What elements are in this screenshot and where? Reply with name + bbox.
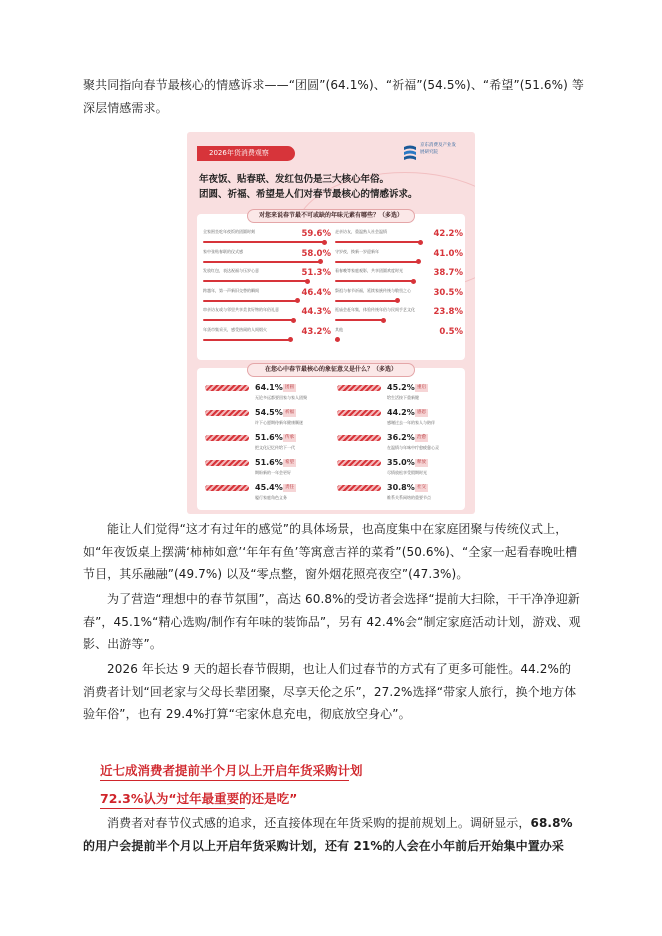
meaning-pill	[205, 485, 249, 491]
logo-mark-icon	[403, 144, 417, 162]
element-label: 走亲访友，重温熟人社会温情	[335, 229, 387, 234]
panel1-title: 对您来说春节最不可或缺的年味元素有哪些？（多选）	[247, 209, 415, 223]
element-label: 年货市集采买，感受热闹的人间烟火	[203, 326, 267, 332]
panel-year-elements	[197, 214, 465, 360]
panel2-right-column	[337, 384, 459, 509]
element-label: 全家围坐吃年夜饭的团圆时刻	[203, 229, 255, 234]
meaning-row	[205, 409, 327, 434]
headline-line-2: 团圆、祈福、希望是人们对春节最核心的情感诉求。	[199, 189, 418, 200]
meaning-pill	[205, 410, 249, 416]
element-row	[203, 267, 331, 287]
meaning-row	[205, 484, 327, 509]
element-row	[203, 228, 331, 248]
meaning-value: 36.2%	[387, 433, 415, 442]
intro-line-2: 深层情感需求。	[83, 100, 168, 115]
element-bar-dot	[395, 298, 400, 303]
section-heading-1: 近七成消费者提前半个月以上开启年货采购计划	[100, 763, 363, 778]
meaning-tag: 治愈	[417, 435, 426, 440]
meaning-value: 45.2%	[387, 383, 415, 392]
logo-text: 京东消费及产业发展研究院	[420, 143, 456, 155]
element-value: 38.7%	[433, 268, 463, 278]
element-value: 23.8%	[433, 307, 463, 317]
purchase-paragraph	[83, 812, 581, 857]
meaning-value: 44.2%	[387, 408, 415, 417]
element-bar-dot	[411, 279, 416, 284]
element-bar-dot	[291, 318, 296, 323]
element-bar-dot	[416, 259, 421, 264]
element-bar-dot	[381, 318, 386, 323]
meaning-pill	[337, 410, 381, 416]
meaning-tag: 祈福	[285, 410, 294, 415]
element-bar	[203, 280, 307, 282]
element-label: 发放红包，表达祝福与压岁心意	[203, 268, 259, 273]
intro-paragraph	[83, 74, 584, 119]
infographic-headline	[199, 172, 459, 202]
meaning-row	[337, 484, 459, 509]
meaning-row	[205, 434, 327, 459]
meaning-pill	[337, 435, 381, 441]
panel1-left-column	[203, 228, 331, 345]
element-bar-dot	[418, 240, 423, 245]
element-bar	[335, 261, 418, 263]
meaning-tag: 团圆	[285, 385, 294, 390]
meaning-value: 51.6%	[255, 433, 283, 442]
section-heading-2: 72.3%认为“过年最重要的还是吃”	[100, 791, 298, 806]
meaning-value: 64.1%	[255, 383, 283, 392]
element-bar	[203, 300, 297, 302]
meaning-tag: 重启	[417, 385, 426, 390]
meaning-pill	[205, 435, 249, 441]
heading-underline-1	[100, 780, 349, 781]
meaning-row	[337, 459, 459, 484]
element-bar	[335, 241, 421, 243]
meaning-desc: 无论多远都要回家与家人团聚	[255, 395, 307, 400]
element-row	[203, 306, 331, 326]
meaning-desc: 维系关系网络的重要节点	[387, 495, 431, 500]
meaning-desc: 感谢过去一年的家人与陪伴	[387, 420, 435, 425]
meaning-row	[205, 459, 327, 484]
element-row	[203, 248, 331, 268]
infographic-tag: 2026年货消费观察	[197, 146, 295, 161]
meaning-tag: 责任	[285, 485, 294, 490]
element-row	[335, 267, 463, 287]
meaning-pill	[205, 385, 249, 391]
purchase-text: 消费者对春节仪式感的追求，还直接体现在年货采购的提前规划上。调研显示，	[107, 816, 531, 830]
heading-underline-2	[100, 808, 245, 809]
element-row	[335, 326, 463, 346]
meaning-desc: 许下心愿期待新年健康顺遂	[255, 420, 303, 425]
element-label: 看春晚等家庭观影，共享团圆欢度时光	[335, 268, 403, 273]
element-bar	[203, 241, 324, 243]
element-value: 58.0%	[301, 248, 331, 259]
meaning-value: 54.5%	[255, 408, 283, 417]
element-bar	[335, 319, 383, 321]
meaning-value: 35.0%	[387, 458, 415, 467]
element-bar-dot	[305, 279, 310, 284]
element-value: 41.0%	[433, 248, 463, 259]
element-bar-dot	[295, 298, 300, 303]
headline-line-1: 年夜饭、贴春联、发红包仍是三大核心年俗。	[199, 174, 390, 185]
element-value: 59.6%	[301, 229, 331, 239]
element-row	[335, 306, 463, 326]
element-row	[335, 228, 463, 248]
panel-core-meaning	[197, 368, 465, 510]
element-row	[335, 287, 463, 307]
meaning-value: 30.8%	[387, 483, 415, 492]
meaning-tag: 传承	[285, 435, 294, 440]
meaning-tag: 感恩	[417, 410, 426, 415]
meaning-pill	[337, 485, 381, 491]
atmosphere-paragraph: 为了营造“理想中的春节氛围”，高达 60.8%的受访者会选择“提前大扫除，干干净净迎新春”，45.1%“精心选购/制作有年味的装饰品”，另有 42.4%会“制定家庭活动计划，游戏、观影、出游等”。	[83, 592, 581, 651]
meaning-tag: 释放	[417, 460, 426, 465]
jd-logo	[403, 142, 463, 166]
element-bar-dot	[322, 240, 327, 245]
meaning-pill	[337, 385, 381, 391]
meaning-pill	[337, 460, 381, 466]
element-label: 其他	[335, 326, 343, 332]
meaning-desc: 尽情放松享受假期时光	[387, 470, 427, 475]
panel1-right-column	[335, 228, 463, 345]
meaning-row	[205, 384, 327, 409]
element-bar	[203, 261, 321, 263]
meaning-row	[337, 384, 459, 409]
element-value: 44.3%	[301, 307, 331, 317]
meaning-tag: 希望	[285, 460, 294, 465]
meaning-desc: 在温情与年味中疗愈疲惫心灵	[387, 445, 439, 450]
scene-paragraph: 能让人们觉得“这才有过年的感觉”的具体场景，也高度集中在家庭团聚与传统仪式上，如“年夜饭桌上摆满‘柿柿如意’‘年年有鱼’等寓意吉祥的菜肴”(50.6%)、“全家一起看春晚吐槽节目，其乐融融”(49.7%) 以及“零点整，窗外烟花照亮夜空”(47.3%)。	[83, 522, 578, 581]
element-label: 守岁夜，换新一岁迎新年	[335, 248, 379, 254]
element-row	[203, 287, 331, 307]
element-bar-dot	[288, 337, 293, 342]
element-value: 46.4%	[301, 287, 331, 298]
element-value: 51.3%	[301, 268, 331, 278]
meaning-desc: 给生活按下重新键	[387, 395, 419, 400]
element-label: 家中张贴春联的仪式感	[203, 248, 243, 254]
element-value: 30.5%	[433, 287, 463, 298]
meaning-row	[337, 434, 459, 459]
element-label: 逛庙会赶年集，体验传统年俗与民间手艺文化	[335, 307, 415, 312]
element-row	[335, 248, 463, 268]
element-label: 祭祖与春节祈福，延续家族传统与敬畏之心	[335, 287, 411, 293]
element-bar	[335, 280, 414, 282]
element-bar	[335, 300, 397, 302]
meaning-pill	[205, 460, 249, 466]
meaning-desc: 把文化记忆传给下一代	[255, 445, 295, 450]
meaning-desc: 期盼新的一年会更好	[255, 470, 291, 475]
element-bar-dot	[335, 337, 340, 342]
element-value: 0.5%	[439, 326, 463, 337]
meaning-tag: 社交	[417, 485, 426, 490]
element-label: 串亲访友或与邻里共享美食好物的年俗礼意	[203, 307, 279, 312]
element-bar	[203, 319, 293, 321]
element-bar	[203, 339, 291, 341]
element-bar-dot	[318, 259, 323, 264]
meaning-row	[337, 409, 459, 434]
meaning-value: 51.6%	[255, 458, 283, 467]
purchase-bold-text: 68.8%的用户会提前半个月以上开启年货采购计划，还有 21%的人会在小年前后开始集中置办采	[83, 816, 573, 853]
infographic-card	[187, 132, 475, 514]
panel2-left-column	[205, 384, 327, 509]
element-row	[203, 326, 331, 346]
panel2-title: 在您心中春节最核心的象征意义是什么？（多选）	[247, 363, 415, 377]
meaning-desc: 履行家庭角色义务	[255, 495, 287, 500]
element-value: 42.2%	[433, 229, 463, 239]
holiday-paragraph: 2026 年长达 9 天的超长春节假期，也让人们过春节的方式有了更多可能性。44.2%的消费者计划“回老家与父母长辈团聚，尽享天伦之乐”，27.2%选择“带家人旅行，换个地方体验年俗”，也有 29.4%打算“宅家休息充电，彻底放空身心”。	[83, 662, 577, 721]
element-label: 跨越年，第一声新旧交替的瞬间	[203, 287, 259, 293]
intro-line-1: 聚共同指向春节最核心的情感诉求——“团圆”(64.1%)、“祈福”(54.5%)、“希望”(51.6%) 等	[83, 78, 584, 92]
meaning-value: 45.4%	[255, 483, 283, 492]
element-value: 43.2%	[301, 326, 331, 337]
